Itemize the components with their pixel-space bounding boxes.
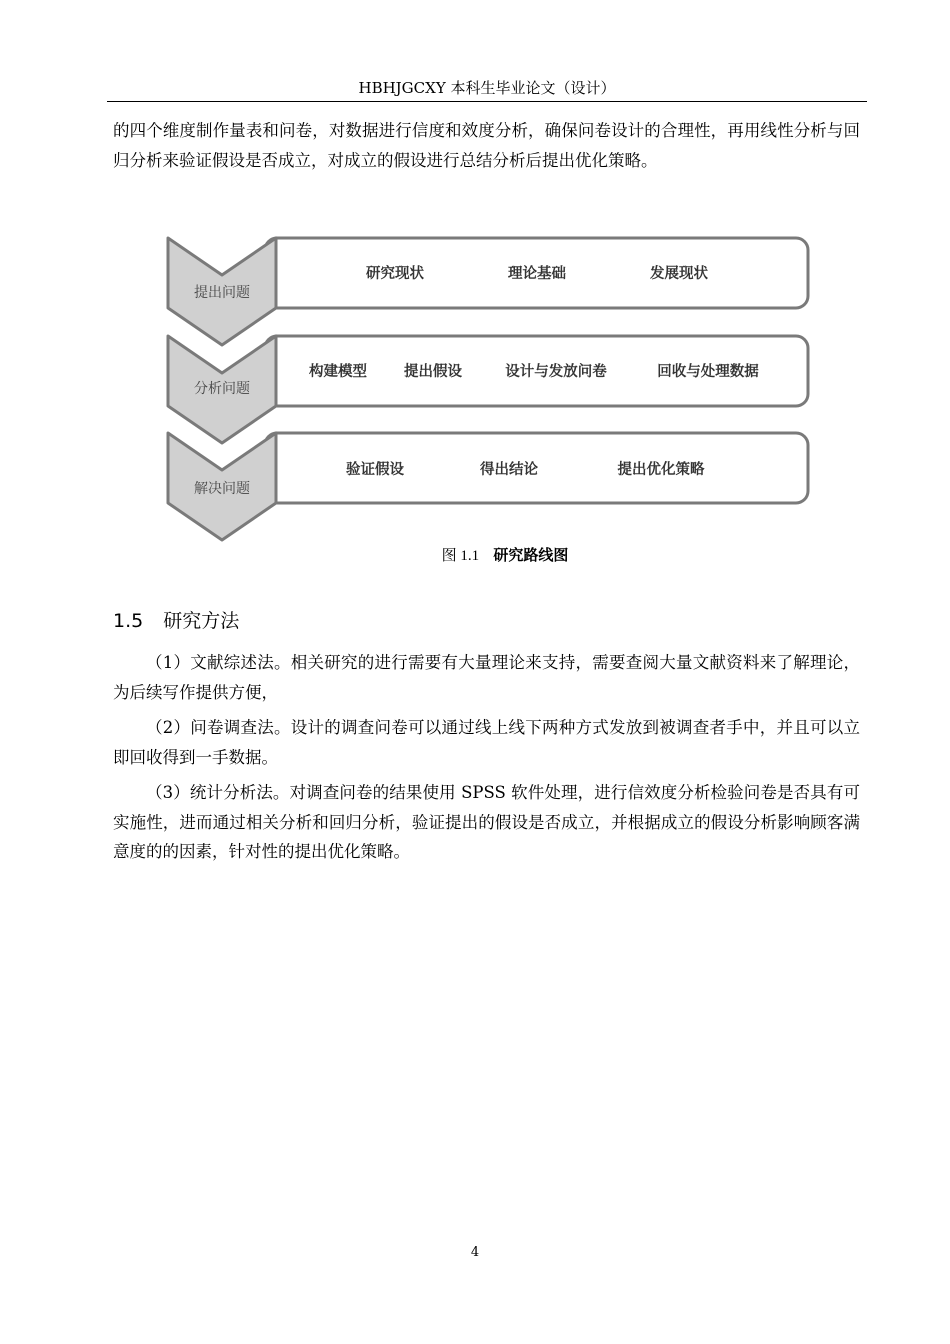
section-heading: [113, 607, 239, 635]
stage-3-item: 提出优化策略: [617, 462, 705, 478]
stage-1-item: 理论基础: [508, 266, 566, 282]
stage-2-item: 构建模型: [309, 364, 367, 380]
figure-title: 研究路线图: [493, 546, 569, 564]
method-paragraph: （2）问卷调查法。设计的调查问卷可以通过线上线下两种方式发放到被调查者手中，并且可以立即回收得到一手数据。: [113, 718, 860, 767]
stage-3: [168, 433, 808, 540]
section-title: 研究方法: [163, 610, 240, 632]
stage-1-item: 研究现状: [366, 266, 424, 282]
stage-1-label: 提出问题: [194, 285, 250, 301]
method-paragraph: （3）统计分析法。对调查问卷的结果使用 SPSS 软件处理，进行信效度分析检验问卷是否具有可实施性，进而通过相关分析和回归分析，验证提出的假设是否成立，并根据成立的假设分析影响顾客满意度的的因素，针对性的提出优化策略。: [113, 783, 860, 861]
stage-2-item: 设计与发放问卷: [505, 364, 607, 380]
stage-1-item: 发展现状: [650, 266, 708, 282]
stage-3-item: 验证假设: [346, 462, 404, 478]
section-number: 1.5: [113, 610, 144, 632]
method-paragraph: （1）文献综述法。相关研究的进行需要有大量理论来支持，需要查阅大量文献资料来了解理论，为后续写作提供方便，: [113, 653, 860, 702]
stage-2: [168, 336, 808, 443]
stage-2-label: 分析问题: [194, 381, 250, 397]
stage-3-item: 得出结论: [480, 462, 538, 478]
intro-paragraph: 的四个维度制作量表和问卷，对数据进行信度和效度分析，确保问卷设计的合理性，再用线性分析与回归分析来验证假设是否成立，对成立的假设进行总结分析后提出优化策略。: [113, 121, 860, 170]
figure-caption: [0, 544, 950, 567]
figure-number: 图 1.1: [441, 548, 480, 564]
page-header: HBHJGCXY 本科生毕业论文（设计）: [358, 79, 616, 97]
research-roadmap-diagram: [165, 233, 815, 548]
stage-2-item: 回收与处理数据: [657, 364, 759, 380]
header-rule: [107, 101, 867, 102]
stage-1: [168, 238, 808, 345]
page-number: 4: [470, 1245, 480, 1260]
stage-2-item: 提出假设: [404, 364, 462, 380]
stage-3-label: 解决问题: [194, 481, 250, 497]
